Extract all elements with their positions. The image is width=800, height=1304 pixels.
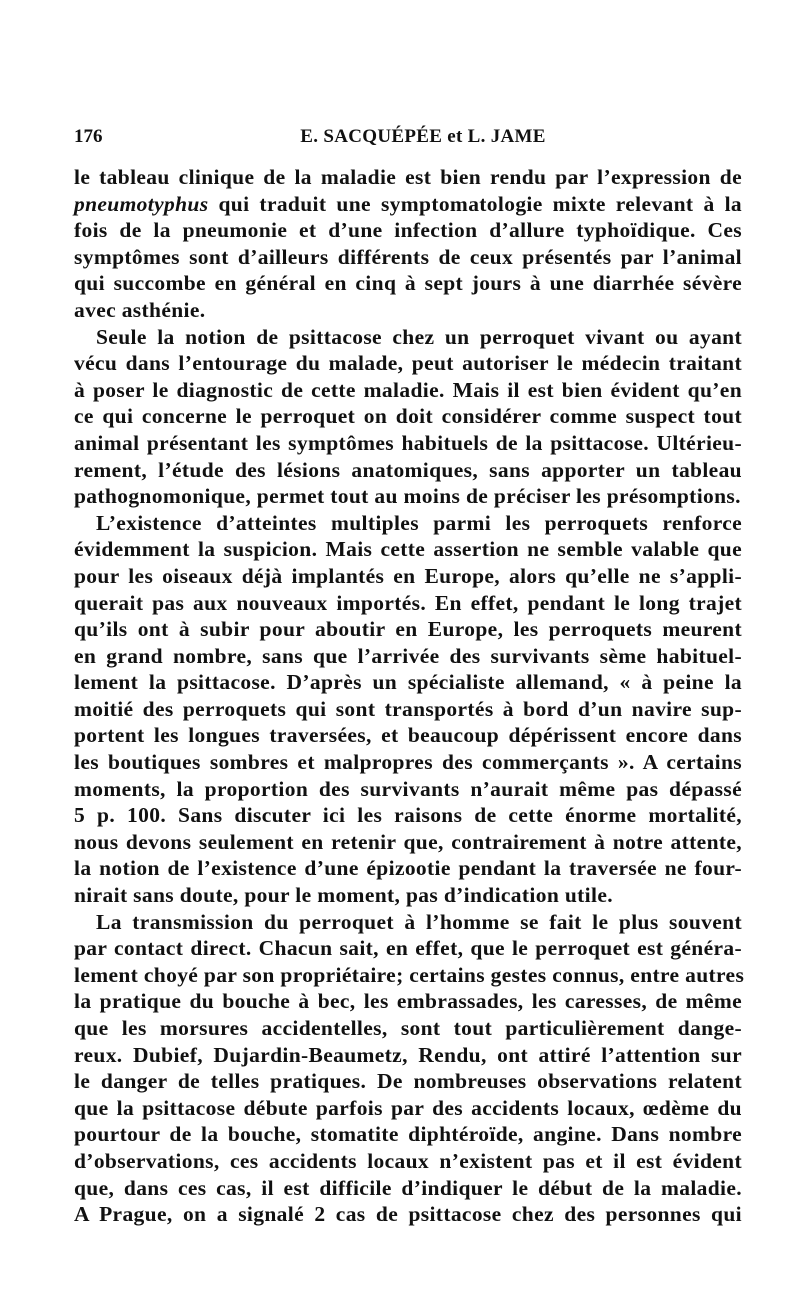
text-line: moitié des perroquets qui sont transportés à bord d’un navire sup- — [74, 696, 742, 721]
text-line: pneumotyphus qui traduit une symptomatologie mixte relevant à la — [74, 191, 742, 216]
text-line: lement choyé par son propriétaire; certains gestes connus, entre autres — [74, 962, 745, 987]
text-line: pathognomonique, permet tout au moins de préciser les présomptions. — [74, 484, 741, 509]
text-line: par contact direct. Chacun sait, en effet, que le perroquet est généra- — [74, 936, 742, 961]
document-page — [74, 0, 745, 1228]
text-line: évidemment la suspicion. Mais cette assertion ne semble valable que — [74, 537, 742, 562]
text-line: nirait sans doute, pour le moment, pas d’indication utile. — [74, 883, 613, 908]
text-line: 5 p. 100. Sans discuter ici les raisons de cette énorme mortalité, — [74, 803, 742, 828]
text-line: La transmission du perroquet à l’homme se fait le plus souvent — [96, 909, 742, 934]
text-line: la notion de l’existence d’une épizootie pendant la traversée ne four- — [74, 856, 742, 881]
text-line: que, dans ces cas, il est difficile d’indiquer le début de la maladie. — [74, 1175, 742, 1200]
text-line: avec asthénie. — [74, 297, 206, 322]
text-line: moments, la proportion des survivants n’aurait même pas dépassé — [74, 776, 742, 801]
text-line: que la psittacose débute parfois par des accidents locaux, œdème du — [74, 1095, 742, 1120]
text-line: portent les longues traversées, et beaucoup dépérissent encore dans — [74, 723, 742, 748]
text-line: A Prague, on a signalé 2 cas de psittacose chez des personnes qui — [74, 1202, 742, 1227]
paragraph — [74, 510, 742, 909]
italic-term: pneumotyphus — [74, 191, 209, 216]
text-line: la pratique du bouche à bec, les embrassades, les caresses, de même — [74, 989, 742, 1014]
text-line: fois de la pneumonie et d’une infection d’allure typhoïdique. Ces — [74, 218, 742, 243]
paragraph — [74, 164, 742, 324]
text-line: L’existence d’atteintes multiples parmi les perroquets renforce — [96, 510, 742, 535]
text-line: querait pas aux nouveaux importés. En effet, pendant le long trajet — [74, 590, 742, 615]
text-line: qui succombe en général en cinq à sept jours à une diarrhée sévère — [74, 271, 742, 296]
text-line: vécu dans l’entourage du malade, peut autoriser le médecin traitant — [74, 351, 742, 376]
text-line: que les morsures accidentelles, sont tout particulièrement dange- — [74, 1016, 742, 1040]
body-text — [74, 164, 745, 1228]
running-head — [74, 126, 742, 156]
paragraph — [74, 324, 742, 510]
text-line: à poser le diagnostic de cette maladie. Mais il est bien évident qu’en — [74, 377, 742, 402]
text-line: les boutiques sombres et malpropres des commerçants ». A certains — [74, 750, 742, 775]
text-line: Seule la notion de psittacose chez un perroquet vivant ou ayant — [96, 324, 742, 349]
text-line: d’observations, ces accidents locaux n’existent pas et il est évident — [74, 1148, 742, 1173]
page-number: 176 — [74, 126, 103, 147]
text-line: nous devons seulement en retenir que, contrairement à notre attente, — [74, 829, 742, 854]
text-line: symptômes sont d’ailleurs différents de ceux présentés par l’animal — [74, 244, 742, 269]
text-line: pour les oiseaux déjà implantés en Europe, alors qu’elle ne s’appli- — [74, 563, 742, 588]
text-line: qu’ils ont à subir pour aboutir en Europe, les perroquets meurent — [74, 617, 742, 642]
text-line: pourtour de la bouche, stomatite diphtéroïde, angine. Dans nombre — [74, 1122, 742, 1147]
text-line: animal présentant les symptômes habituels de la psittacose. Ultérieu- — [74, 430, 742, 455]
text-line: en grand nombre, sans que l’arrivée des survivants sème habituel- — [74, 643, 742, 668]
running-title: E. SACQUÉPÉE et L. JAME — [300, 126, 546, 147]
text-line: ce qui concerne le perroquet on doit considérer comme suspect tout — [74, 404, 742, 429]
text-line: rement, l’étude des lésions anatomiques, sans apporter un tableau — [74, 457, 742, 482]
text-line: reux. Dubief, Dujardin-Beaumetz, Rendu, ont attiré l’attention sur — [74, 1042, 742, 1067]
text-line: le danger de telles pratiques. De nombreuses observations relatent — [74, 1069, 742, 1094]
text-line: lement la psittacose. D’après un spécialiste allemand, « à peine la — [74, 670, 742, 695]
paragraph — [74, 909, 745, 1228]
text-line: le tableau clinique de la maladie est bien rendu par l’expression de — [74, 165, 742, 189]
